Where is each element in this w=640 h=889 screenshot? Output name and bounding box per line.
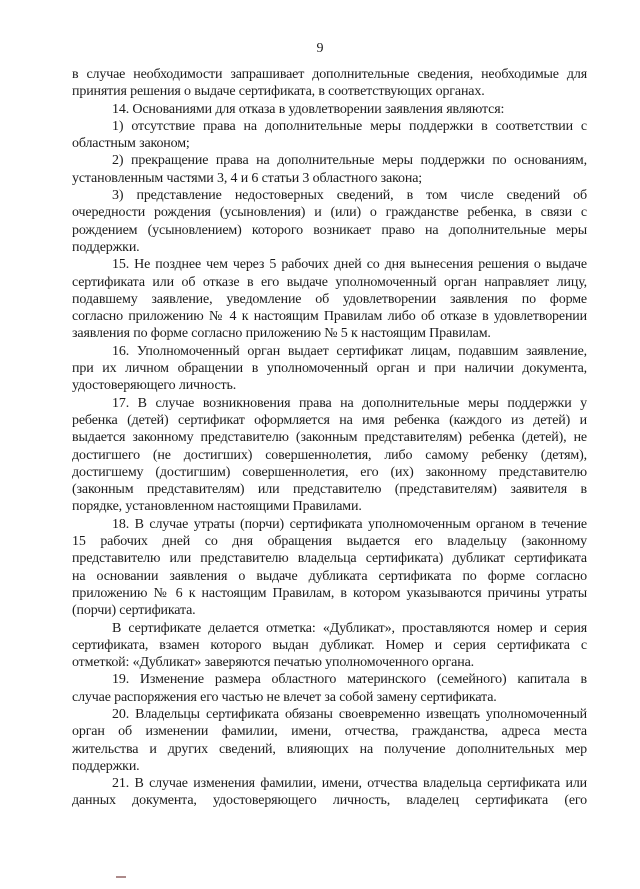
text-line: поддержки. xyxy=(72,758,140,774)
text-line: подавшему заявление, уведомление об удовлетворении заявления по форме xyxy=(72,291,587,307)
text-line: 18. В случае утраты (порчи) сертификата уполномоченным органом в течение xyxy=(112,516,587,532)
text-line: на основании заявления о выдаче дубликата сертификата по форме согласно xyxy=(72,568,587,584)
text-line: заявления по форме согласно приложению № 5 к настоящим Правилам. xyxy=(72,326,491,342)
text-line: 17. В случае возникновения права на дополнительные меры поддержки у xyxy=(112,395,587,411)
text-line: достигшего (не достигших) совершеннолетия, либо самому ребенку (детям), xyxy=(72,447,587,463)
scan-mark xyxy=(116,876,126,878)
text-line: (порчи) сертификата. xyxy=(72,603,196,619)
text-line: рождением (усыновлением) которого возникает право на дополнительные меры xyxy=(72,222,587,238)
text-line: 1) отсутствие права на дополнительные меры поддержки в соответствии с xyxy=(112,118,587,134)
text-line: 15 рабочих дней со дня обращения выдается его владельцу (законному xyxy=(72,534,587,550)
text-line: данных документа, удостоверяющего личность, владелец сертификата (его xyxy=(72,793,587,809)
text-line: 21. В случае изменения фамилии, имени, отчества владельца сертификата или xyxy=(112,776,587,792)
text-line: областным законом; xyxy=(72,136,190,152)
page-number: 9 xyxy=(316,41,324,56)
text-line: согласно приложению № 4 к настоящим Правилам либо об отказе в удовлетворении xyxy=(72,309,587,325)
text-line: 16. Уполномоченный орган выдает сертификат лицам, подавшим заявление, xyxy=(112,343,587,359)
text-line: случае распоряжения его частью не влечет за собой замену сертификата. xyxy=(72,689,497,705)
text-line: жительства и других сведений, влияющих на получение дополнительных мер xyxy=(72,741,587,757)
text-line: 3) представление недостоверных сведений, в том числе сведений об xyxy=(112,188,587,204)
text-line: порядке, установленном настоящими Правилами. xyxy=(72,499,362,515)
text-line: отметкой: «Дубликат» заверяются печатью уполномоченного органа. xyxy=(72,655,474,671)
text-line: ребенка (детей) сертификат оформляется на имя ребенка (каждого из детей) и xyxy=(72,412,587,428)
text-line: (законным представителям) или представителю (представителям) заявителя в xyxy=(72,482,587,498)
document-body xyxy=(72,66,587,810)
text-line: 2) прекращение права на дополнительные меры поддержки по основаниям, xyxy=(112,153,587,169)
text-line: 15. Не позднее чем через 5 рабочих дней со дня вынесения решения о выдаче xyxy=(112,257,587,273)
text-line: очередности рождения (усыновления) и (или) о гражданстве ребенка, в связи с xyxy=(72,205,587,221)
text-line: 19. Изменение размера областного материнского (семейного) капитала в xyxy=(112,672,587,688)
text-line: 14. Основаниями для отказа в удовлетворении заявления являются: xyxy=(112,101,505,117)
text-line: приложению № 6 к настоящим Правилам, в котором указываются причины утраты xyxy=(72,585,587,601)
text-line: сертификата, взамен которого выдан дубликат. Номер и серия сертификата с xyxy=(72,637,587,653)
text-line: выдается законному представителю (законным представителям) ребенка (детей), не xyxy=(72,430,587,446)
text-line: поддержки. xyxy=(72,239,140,255)
text-line: орган об изменении фамилии, имени, отчества, гражданства, адреса места xyxy=(72,724,587,740)
text-line: установленным частями 3, 4 и 6 статьи 3 областного закона; xyxy=(72,170,423,186)
text-line: в случае необходимости запрашивает дополнительные сведения, необходимые для xyxy=(72,67,587,82)
text-line: представителю или представителю владельца сертификата) дубликат сертификата xyxy=(72,551,587,567)
text-line: 20. Владельцы сертификата обязаны своевременно извещать уполномоченный xyxy=(112,706,587,722)
text-line: В сертификате делается отметка: «Дубликат», проставляются номер и серия xyxy=(112,620,587,636)
text-line: принятия решения о выдаче сертификата, в соответствующих органах. xyxy=(72,84,485,100)
text-line: при их личном обращении в уполномоченный орган и при наличии документа, xyxy=(72,361,587,377)
text-line: удостоверяющего личность. xyxy=(72,378,237,394)
text-line: достигшему (достигшим) совершеннолетия, его (их) законному представителю xyxy=(72,464,587,480)
text-line: сертификата или об отказе в его выдаче уполномоченный орган направляет лицу, xyxy=(72,274,587,290)
